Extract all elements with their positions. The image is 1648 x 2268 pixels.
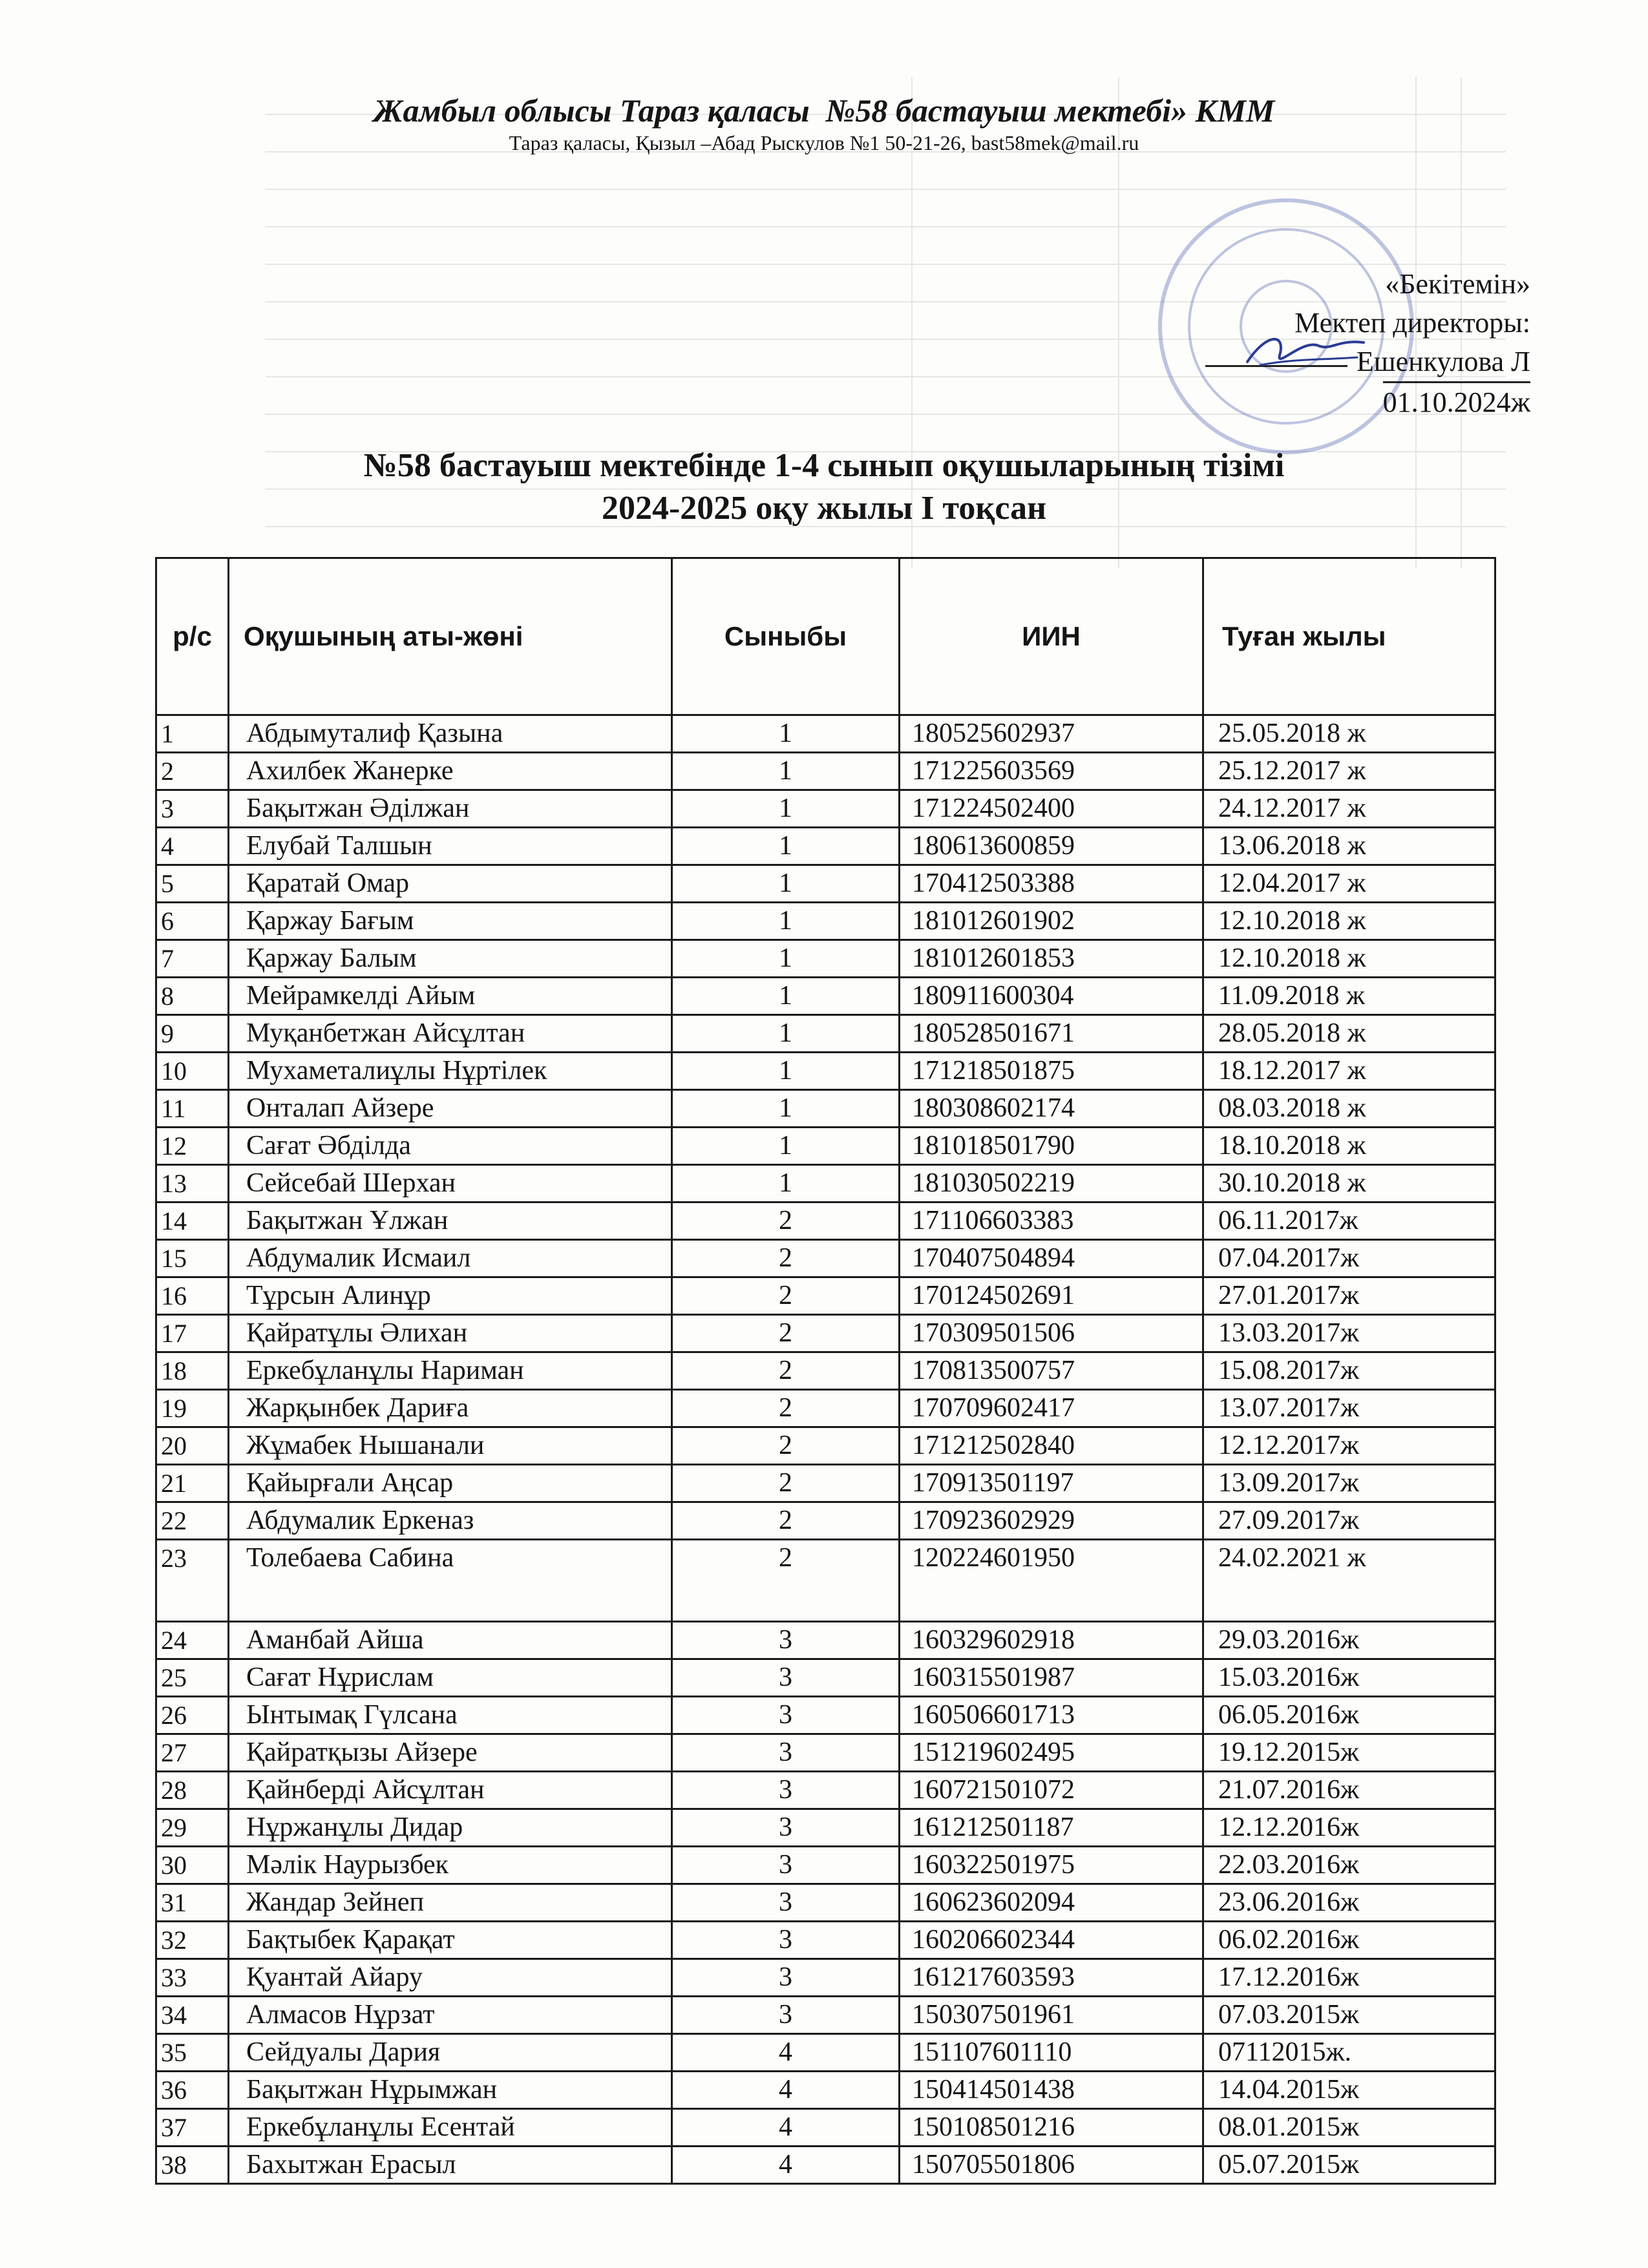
row-number: 11	[156, 1090, 229, 1128]
student-name: Сейдуалы Дария	[229, 2034, 672, 2072]
student-birth-date: 07.03.2015ж	[1203, 1997, 1495, 2034]
student-iin: 160623602094	[900, 1884, 1203, 1922]
table-row	[156, 1202, 1495, 1240]
table-row	[156, 1465, 1495, 1502]
student-class: 1	[672, 865, 900, 903]
student-name: Қайратқызы Айзере	[229, 1734, 672, 1772]
student-iin: 180308602174	[900, 1090, 1203, 1128]
table-row	[156, 2034, 1495, 2072]
student-birth-date: 15.03.2016ж	[1203, 1659, 1495, 1697]
student-iin: 180613600859	[900, 828, 1203, 865]
student-class: 3	[672, 1772, 900, 1809]
student-iin: 171225603569	[900, 753, 1203, 790]
table-row	[156, 753, 1495, 790]
row-number: 24	[156, 1622, 229, 1659]
student-class: 1	[672, 1015, 900, 1053]
student-birth-date: 12.12.2017ж	[1203, 1427, 1495, 1465]
student-name: Қайырғали Аңсар	[229, 1465, 672, 1502]
student-iin: 160506601713	[900, 1697, 1203, 1734]
row-number: 17	[156, 1315, 229, 1352]
student-name: Қуантай Айару	[229, 1959, 672, 1997]
table-row	[156, 903, 1495, 940]
school-address: Тараз қаласы, Қызыл –Абад Рыскулов №1 50-21-26, bast58mek@mail.ru	[509, 131, 1139, 154]
student-class: 1	[672, 1165, 900, 1202]
student-iin: 170412503388	[900, 865, 1203, 903]
student-birth-date: 13.07.2017ж	[1203, 1390, 1495, 1427]
student-iin: 170913501197	[900, 1465, 1203, 1502]
student-name: Сағат Нұрислам	[229, 1659, 672, 1697]
student-birth-date: 30.10.2018 ж	[1203, 1165, 1495, 1202]
table-row	[156, 790, 1495, 828]
student-birth-date: 28.05.2018 ж	[1203, 1015, 1495, 1053]
table-row	[156, 2147, 1495, 2184]
approval-date-line	[1078, 381, 1530, 422]
row-number: 15	[156, 1240, 229, 1277]
student-birth-date: 13.09.2017ж	[1203, 1465, 1495, 1502]
header-iin: ИИН	[900, 558, 1203, 715]
school-title: Жамбыл облысы Тараз қаласы №58 бастауыш мектебі» КММ	[373, 92, 1275, 129]
table-row	[156, 1809, 1495, 1847]
student-class: 2	[672, 1202, 900, 1240]
student-class: 3	[672, 1959, 900, 1997]
student-iin: 160322501975	[900, 1847, 1203, 1884]
student-class: 3	[672, 1809, 900, 1847]
student-class: 1	[672, 828, 900, 865]
student-iin: 170309501506	[900, 1315, 1203, 1352]
student-class: 1	[672, 1053, 900, 1090]
student-name: Елубай Талшын	[229, 828, 672, 865]
student-name: Мәлік Наурызбек	[229, 1847, 672, 1884]
student-class: 4	[672, 2147, 900, 2184]
header-class: Сыныбы	[672, 558, 900, 715]
table-row	[156, 940, 1495, 978]
student-iin: 171218501875	[900, 1053, 1203, 1090]
student-birth-date: 05.07.2015ж	[1203, 2147, 1495, 2184]
row-number: 22	[156, 1502, 229, 1540]
student-class: 3	[672, 1734, 900, 1772]
student-name: Бақытжан Әділжан	[229, 790, 672, 828]
student-name: Абдумалик Исмаил	[229, 1240, 672, 1277]
row-number: 29	[156, 1809, 229, 1847]
row-number: 6	[156, 903, 229, 940]
student-name: Ынтымақ Гүлсана	[229, 1697, 672, 1734]
row-number: 25	[156, 1659, 229, 1697]
table-row	[156, 1540, 1495, 1622]
table-row	[156, 1884, 1495, 1922]
student-class: 3	[672, 1997, 900, 2034]
student-iin: 181012601853	[900, 940, 1203, 978]
director-handwritten-signature	[1241, 326, 1370, 372]
student-iin: 160315501987	[900, 1659, 1203, 1697]
row-number: 14	[156, 1202, 229, 1240]
director-name: Ешенкулова Л	[1356, 346, 1530, 377]
student-birth-date: 07112015ж.	[1203, 2034, 1495, 2072]
student-iin: 170709602417	[900, 1390, 1203, 1427]
director-position: Мектеп директоры:	[1294, 307, 1530, 339]
student-iin: 180911600304	[900, 978, 1203, 1015]
student-name: Толебаева Сабина	[229, 1540, 672, 1622]
student-class: 3	[672, 1847, 900, 1884]
student-class: 1	[672, 940, 900, 978]
row-number: 26	[156, 1697, 229, 1734]
student-birth-date: 27.01.2017ж	[1203, 1277, 1495, 1315]
table-row	[156, 1772, 1495, 1809]
student-iin: 150307501961	[900, 1997, 1203, 2034]
row-number: 9	[156, 1015, 229, 1053]
student-name: Тұрсын Алинұр	[229, 1277, 672, 1315]
student-birth-date: 29.03.2016ж	[1203, 1622, 1495, 1659]
student-iin: 160721501072	[900, 1772, 1203, 1809]
table-row	[156, 1427, 1495, 1465]
student-name: Абдымуталиф Қазына	[229, 715, 672, 753]
student-iin: 150705501806	[900, 2147, 1203, 2184]
student-name: Жандар Зейнеп	[229, 1884, 672, 1922]
student-class: 2	[672, 1427, 900, 1465]
header-number: р/с	[156, 558, 229, 715]
header-birth-date: Туған жылы	[1203, 558, 1495, 715]
student-name: Еркебұланұлы Нариман	[229, 1352, 672, 1390]
student-name: Нұржанұлы Дидар	[229, 1809, 672, 1847]
row-number: 33	[156, 1959, 229, 1997]
student-name: Сейсебай Шерхан	[229, 1165, 672, 1202]
table-row	[156, 1734, 1495, 1772]
student-birth-date: 25.05.2018 ж	[1203, 715, 1495, 753]
row-number: 8	[156, 978, 229, 1015]
table-row	[156, 1390, 1495, 1427]
row-number: 18	[156, 1352, 229, 1390]
student-iin: 161217603593	[900, 1959, 1203, 1997]
student-class: 1	[672, 790, 900, 828]
table-row	[156, 865, 1495, 903]
student-name: Қаржау Балым	[229, 940, 672, 978]
row-number: 36	[156, 2072, 229, 2109]
student-iin: 180528501671	[900, 1015, 1203, 1053]
student-name: Онталап Айзере	[229, 1090, 672, 1128]
student-birth-date: 15.08.2017ж	[1203, 1352, 1495, 1390]
student-name: Муқанбетжан Айсұлтан	[229, 1015, 672, 1053]
student-class: 1	[672, 753, 900, 790]
student-birth-date: 17.12.2016ж	[1203, 1959, 1495, 1997]
row-number: 30	[156, 1847, 229, 1884]
row-number: 1	[156, 715, 229, 753]
row-number: 4	[156, 828, 229, 865]
student-class: 2	[672, 1315, 900, 1352]
table-header-row	[156, 558, 1495, 715]
table-row	[156, 1090, 1495, 1128]
student-class: 2	[672, 1277, 900, 1315]
row-number: 23	[156, 1540, 229, 1622]
student-birth-date: 13.03.2017ж	[1203, 1315, 1495, 1352]
student-class: 3	[672, 1884, 900, 1922]
student-iin: 170813500757	[900, 1352, 1203, 1390]
student-birth-date: 07.04.2017ж	[1203, 1240, 1495, 1277]
student-birth-date: 12.10.2018 ж	[1203, 903, 1495, 940]
student-birth-date: 06.02.2016ж	[1203, 1922, 1495, 1959]
table-row	[156, 1997, 1495, 2034]
table-row	[156, 1165, 1495, 1202]
student-birth-date: 06.05.2016ж	[1203, 1697, 1495, 1734]
student-iin: 170923602929	[900, 1502, 1203, 1540]
student-class: 3	[672, 1659, 900, 1697]
row-number: 2	[156, 753, 229, 790]
student-name: Қаржау Бағым	[229, 903, 672, 940]
student-birth-date: 12.12.2016ж	[1203, 1809, 1495, 1847]
student-class: 2	[672, 1465, 900, 1502]
table-row	[156, 1622, 1495, 1659]
table-row	[156, 1922, 1495, 1959]
student-iin: 150108501216	[900, 2109, 1203, 2147]
row-number: 16	[156, 1277, 229, 1315]
student-class: 1	[672, 715, 900, 753]
student-iin: 120224601950	[900, 1540, 1203, 1622]
document-title-line-1: №58 бастауыш мектебінде 1-4 сынып оқушыларының тізімі	[363, 447, 1285, 484]
student-class: 1	[672, 903, 900, 940]
student-class: 1	[672, 1090, 900, 1128]
student-birth-date: 14.04.2015ж	[1203, 2072, 1495, 2109]
table-row	[156, 1315, 1495, 1352]
student-birth-date: 08.01.2015ж	[1203, 2109, 1495, 2147]
student-birth-date: 22.03.2016ж	[1203, 1847, 1495, 1884]
approval-stamp-word: «Бекітемін»	[1385, 268, 1530, 300]
student-name: Ахилбек Жанерке	[229, 753, 672, 790]
row-number: 21	[156, 1465, 229, 1502]
student-iin: 170407504894	[900, 1240, 1203, 1277]
student-class: 2	[672, 1502, 900, 1540]
row-number: 38	[156, 2147, 229, 2184]
student-birth-date: 23.06.2016ж	[1203, 1884, 1495, 1922]
row-number: 13	[156, 1165, 229, 1202]
table-row	[156, 1659, 1495, 1697]
student-birth-date: 13.06.2018 ж	[1203, 828, 1495, 865]
student-birth-date: 25.12.2017 ж	[1203, 753, 1495, 790]
student-name: Жарқынбек Дариға	[229, 1390, 672, 1427]
student-class: 4	[672, 2034, 900, 2072]
student-name: Алмасов Нұрзат	[229, 1997, 672, 2034]
student-birth-date: 24.12.2017 ж	[1203, 790, 1495, 828]
students-table	[155, 557, 1496, 2185]
student-birth-date: 18.12.2017 ж	[1203, 1053, 1495, 1090]
row-number: 34	[156, 1997, 229, 2034]
student-name: Мейрамкелді Айым	[229, 978, 672, 1015]
student-name: Бақытжан Нұрымжан	[229, 2072, 672, 2109]
row-number: 19	[156, 1390, 229, 1427]
student-class: 3	[672, 1622, 900, 1659]
student-class: 1	[672, 978, 900, 1015]
student-name: Абдумалик Еркеназ	[229, 1502, 672, 1540]
student-iin: 181018501790	[900, 1128, 1203, 1165]
table-row	[156, 1959, 1495, 1997]
student-birth-date: 06.11.2017ж	[1203, 1202, 1495, 1240]
student-name: Бахытжан Ерасыл	[229, 2147, 672, 2184]
row-number: 28	[156, 1772, 229, 1809]
students-table-body	[156, 715, 1495, 2184]
row-number: 31	[156, 1884, 229, 1922]
student-name: Мухаметалиұлы Нұртілек	[229, 1053, 672, 1090]
row-number: 3	[156, 790, 229, 828]
student-birth-date: 11.09.2018 ж	[1203, 978, 1495, 1015]
row-number: 7	[156, 940, 229, 978]
student-class: 3	[672, 1922, 900, 1959]
student-iin: 171106603383	[900, 1202, 1203, 1240]
student-iin: 181012601902	[900, 903, 1203, 940]
student-name: Аманбай Айша	[229, 1622, 672, 1659]
document-title-line-2: 2024-2025 оқу жылы I тоқсан	[601, 490, 1047, 527]
table-row	[156, 1128, 1495, 1165]
student-name: Бақтыбек Қарақат	[229, 1922, 672, 1959]
row-number: 27	[156, 1734, 229, 1772]
student-class: 3	[672, 1697, 900, 1734]
student-class: 2	[672, 1540, 900, 1622]
student-iin: 171224502400	[900, 790, 1203, 828]
student-birth-date: 24.02.2021 ж	[1203, 1540, 1495, 1622]
student-iin: 160329602918	[900, 1622, 1203, 1659]
table-row	[156, 2109, 1495, 2147]
student-class: 1	[672, 1128, 900, 1165]
table-row	[156, 2072, 1495, 2109]
student-class: 2	[672, 1390, 900, 1427]
student-class: 4	[672, 2109, 900, 2147]
student-birth-date: 19.12.2015ж	[1203, 1734, 1495, 1772]
table-row	[156, 828, 1495, 865]
student-iin: 171212502840	[900, 1427, 1203, 1465]
student-birth-date: 12.04.2017 ж	[1203, 865, 1495, 903]
student-name: Сағат Әбділда	[229, 1128, 672, 1165]
table-row	[156, 1277, 1495, 1315]
table-row	[156, 978, 1495, 1015]
student-name: Қайратұлы Әлихан	[229, 1315, 672, 1352]
student-iin: 160206602344	[900, 1922, 1203, 1959]
student-name: Қайнберді Айсұлтан	[229, 1772, 672, 1809]
student-class: 4	[672, 2072, 900, 2109]
student-birth-date: 21.07.2016ж	[1203, 1772, 1495, 1809]
table-row	[156, 1847, 1495, 1884]
table-row	[156, 715, 1495, 753]
student-name: Бақытжан Ұлжан	[229, 1202, 672, 1240]
student-iin: 180525602937	[900, 715, 1203, 753]
table-row	[156, 1697, 1495, 1734]
row-number: 5	[156, 865, 229, 903]
approval-date: 01.10.2024ж	[1383, 381, 1530, 422]
row-number: 32	[156, 1922, 229, 1959]
student-birth-date: 08.03.2018 ж	[1203, 1090, 1495, 1128]
student-name: Жұмабек Нышанали	[229, 1427, 672, 1465]
student-class: 2	[672, 1240, 900, 1277]
student-birth-date: 12.10.2018 ж	[1203, 940, 1495, 978]
row-number: 12	[156, 1128, 229, 1165]
student-iin: 181030502219	[900, 1165, 1203, 1202]
table-row	[156, 1352, 1495, 1390]
student-iin: 151219602495	[900, 1734, 1203, 1772]
document-title	[0, 445, 1648, 530]
table-row	[156, 1240, 1495, 1277]
row-number: 37	[156, 2109, 229, 2147]
student-iin: 170124502691	[900, 1277, 1203, 1315]
student-birth-date: 27.09.2017ж	[1203, 1502, 1495, 1540]
student-name: Қаратай Омар	[229, 865, 672, 903]
row-number: 35	[156, 2034, 229, 2072]
student-iin: 150414501438	[900, 2072, 1203, 2109]
student-birth-date: 18.10.2018 ж	[1203, 1128, 1495, 1165]
table-row	[156, 1053, 1495, 1090]
student-class: 2	[672, 1352, 900, 1390]
table-row	[156, 1502, 1495, 1540]
header-name: Оқушының аты-жөні	[229, 558, 672, 715]
table-row	[156, 1015, 1495, 1053]
row-number: 20	[156, 1427, 229, 1465]
row-number: 10	[156, 1053, 229, 1090]
student-name: Еркебұланұлы Есентай	[229, 2109, 672, 2147]
student-iin: 151107601110	[900, 2034, 1203, 2072]
student-iin: 161212501187	[900, 1809, 1203, 1847]
